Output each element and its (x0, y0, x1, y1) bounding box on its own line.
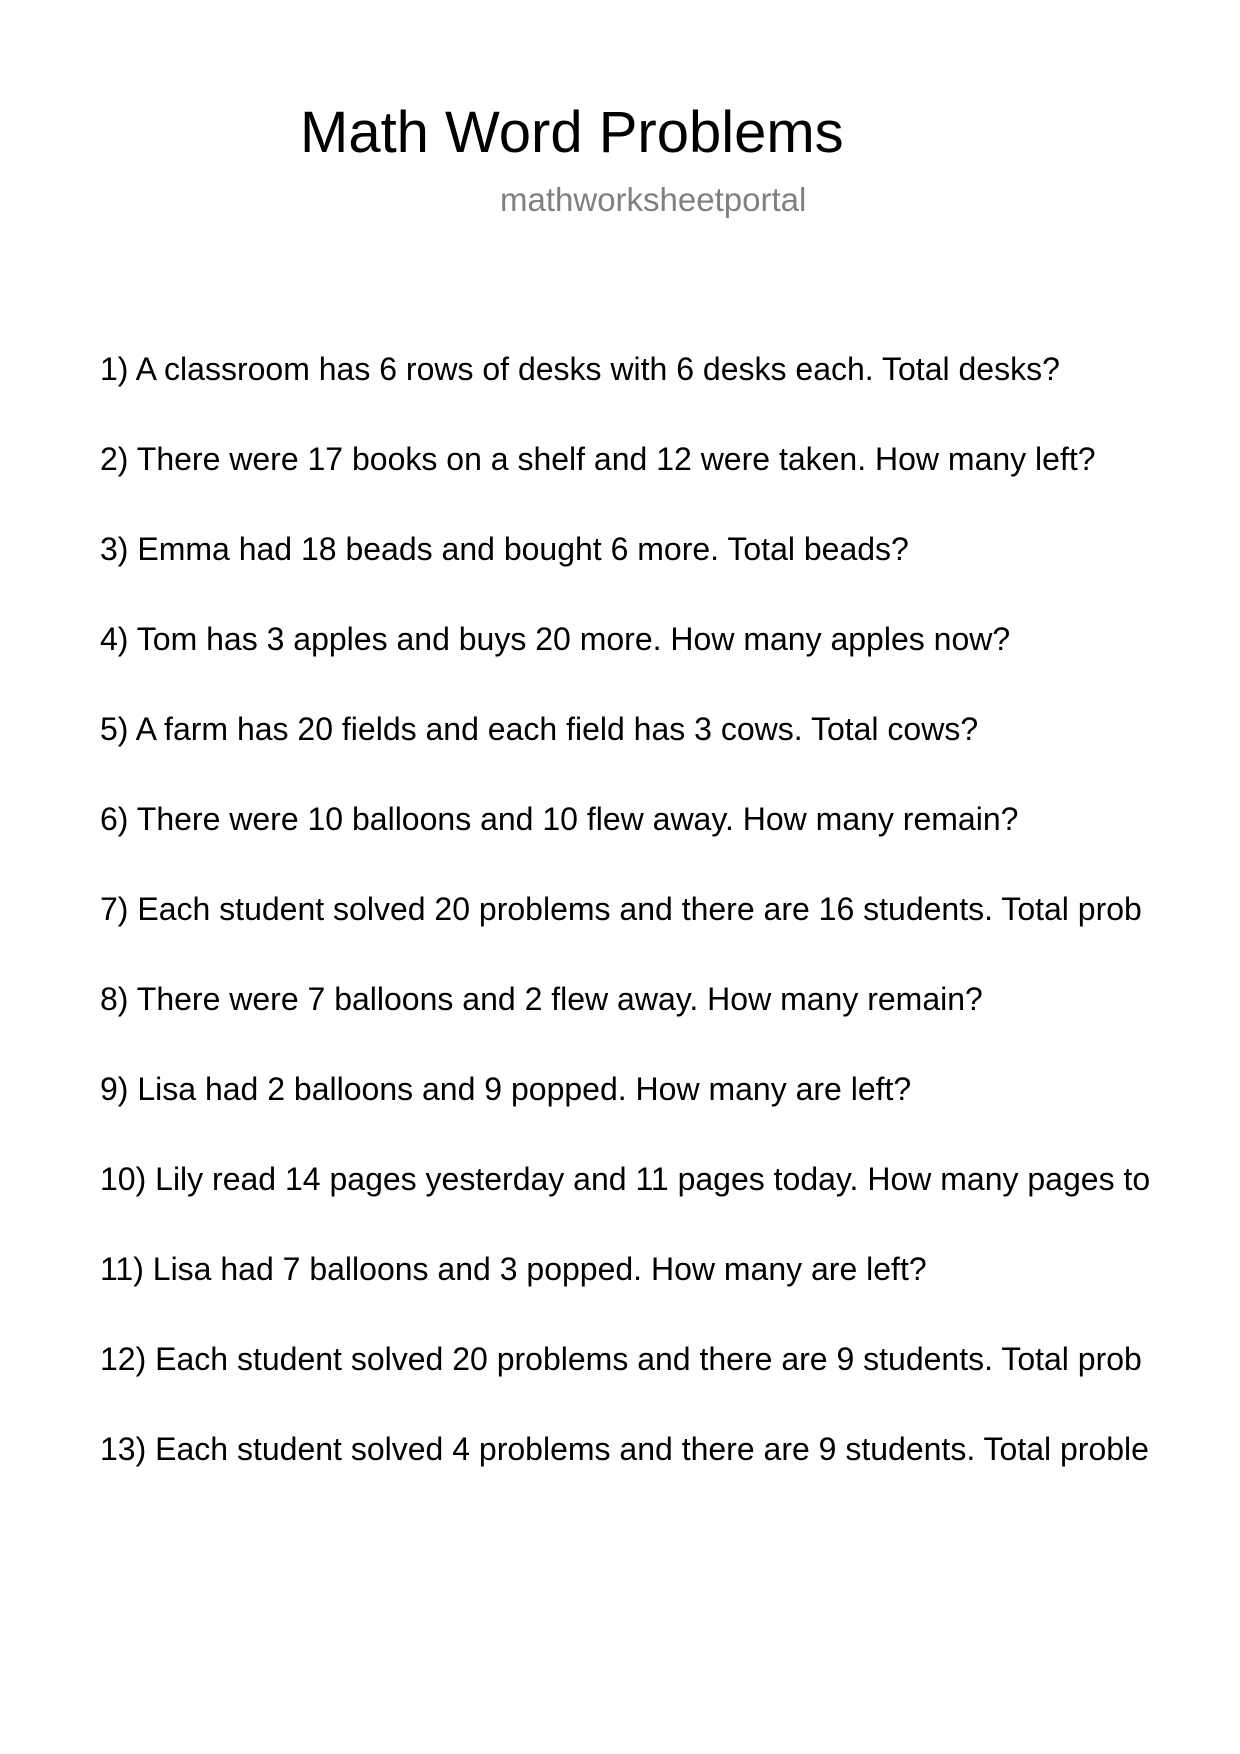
page-title: Math Word Problems (300, 100, 844, 165)
problem-item: 2) There were 17 books on a shelf and 12 were taken. How many left? (100, 441, 1096, 477)
problem-item: 11) Lisa had 7 balloons and 3 popped. How many are left? (100, 1251, 927, 1287)
problem-item: 4) Tom has 3 apples and buys 20 more. How many apples now? (100, 621, 1011, 657)
problem-item: 7) Each student solved 20 problems and there are 16 students. Total prob (100, 891, 1142, 927)
problem-item: 12) Each student solved 20 problems and there are 9 students. Total prob (100, 1341, 1142, 1377)
problem-item: 5) A farm has 20 fields and each field has 3 cows. Total cows? (100, 711, 979, 747)
problem-item: 13) Each student solved 4 problems and there are 9 students. Total proble (100, 1431, 1149, 1467)
problem-item: 3) Emma had 18 beads and bought 6 more. Total beads? (100, 531, 909, 567)
problem-item: 8) There were 7 balloons and 2 flew away. How many remain? (100, 981, 983, 1017)
problem-item: 10) Lily read 14 pages yesterday and 11 pages today. How many pages to (100, 1161, 1151, 1197)
problem-item: 1) A classroom has 6 rows of desks with 6 desks each. Total desks? (100, 351, 1060, 387)
problem-item: 9) Lisa had 2 balloons and 9 popped. How many are left? (100, 1071, 912, 1107)
problem-list (100, 347, 1240, 1517)
problem-item: 6) There were 10 balloons and 10 flew away. How many remain? (100, 801, 1019, 837)
source-label: mathworksheetportal (500, 181, 807, 218)
